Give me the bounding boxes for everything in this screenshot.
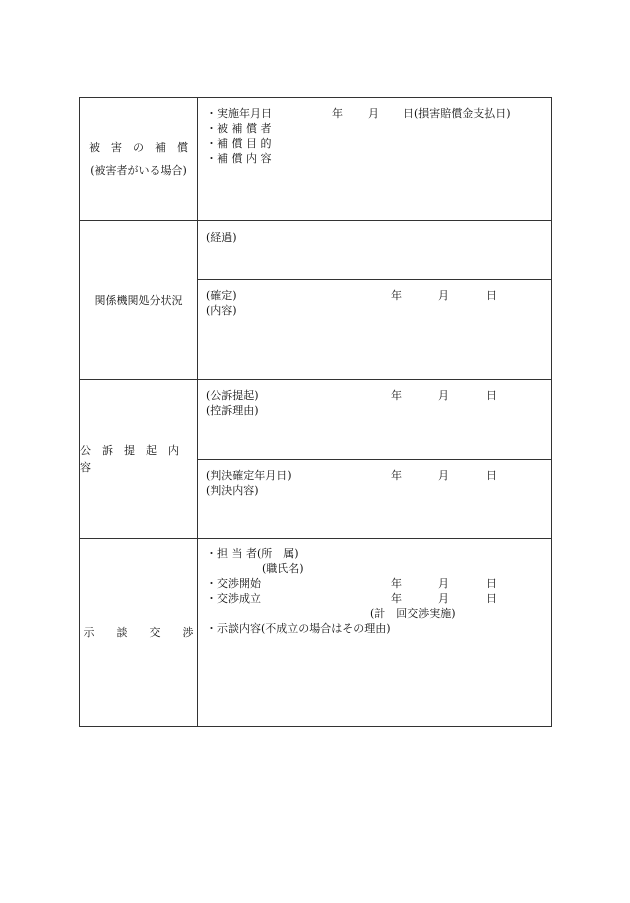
lawsuit-label-cell (80, 380, 198, 538)
settlement-content-label: ・示談内容(不成立の場合はその理由) (206, 622, 391, 635)
settlement-label: 示 談 交 渉 (83, 626, 194, 639)
compensation-content-label: ・補 償 内 容 (206, 152, 272, 165)
start-month: 月 (438, 577, 449, 590)
success-day: 日 (486, 592, 497, 605)
related-agency-content (198, 221, 551, 379)
row-related-agency (80, 221, 551, 380)
implementation-year: 年 (332, 107, 343, 120)
judgment-month: 月 (438, 469, 449, 482)
judgment-content-label: (判決内容) (206, 484, 259, 497)
agency-content-label: (内容) (206, 304, 237, 317)
row-damage-compensation (80, 98, 551, 221)
damage-compensation-content (198, 98, 551, 220)
filing-day: 日 (486, 389, 497, 402)
start-year: 年 (391, 577, 402, 590)
confirmed-label: (確定) (206, 289, 237, 302)
appeal-reason-label: (控訴理由) (206, 404, 259, 417)
negotiation-success-label: ・交渉成立 (206, 592, 261, 605)
settlement-label-cell (80, 539, 198, 726)
title-name-label: (職氏名) (262, 562, 304, 575)
row-settlement (80, 539, 551, 726)
filing-year: 年 (391, 389, 402, 402)
lawsuit-judgment-cell (198, 460, 551, 538)
negotiation-start-label: ・交渉開始 (206, 577, 261, 590)
judgment-date-label: (判決確定年月日) (206, 469, 292, 482)
lawsuit-filing-cell (198, 380, 551, 460)
person-in-charge-label: ・担 当 者(所 属) (206, 547, 299, 560)
report-form-table (79, 97, 552, 727)
judgment-year: 年 (391, 469, 402, 482)
confirmed-month: 月 (438, 289, 449, 302)
related-agency-confirmed-cell (198, 280, 551, 379)
row-lawsuit (80, 380, 551, 539)
success-month: 月 (438, 592, 449, 605)
confirmed-day: 日 (486, 289, 497, 302)
lawsuit-label: 公 訴 提 起 内 容 (80, 444, 190, 474)
filing-label: (公訴提起) (206, 389, 259, 402)
related-agency-progress-cell (198, 221, 551, 280)
judgment-day: 日 (486, 469, 497, 482)
success-year: 年 (391, 592, 402, 605)
start-day: 日 (486, 577, 497, 590)
progress-label: (経過) (206, 231, 237, 244)
related-agency-label: 関係機関処分状況 (94, 293, 183, 307)
related-agency-label-cell (80, 221, 198, 379)
compensation-purpose-label: ・補 償 目 的 (206, 137, 272, 150)
implementation-day-note: 日(損害賠償金支払日) (403, 107, 511, 120)
compensated-person-label: ・被 補 償 者 (206, 122, 272, 135)
filing-month: 月 (438, 389, 449, 402)
lawsuit-content (198, 380, 551, 538)
confirmed-year: 年 (391, 289, 402, 302)
damage-compensation-label: 被 害 の 補 償 (89, 141, 188, 154)
damage-compensation-sublabel: (被害者がいる場合) (90, 164, 187, 177)
settlement-content (198, 539, 551, 726)
implementation-date-label: ・実施年月日 (206, 107, 272, 120)
damage-compensation-label-cell (80, 98, 198, 220)
implementation-month: 月 (368, 107, 379, 120)
negotiation-count-label: (計 回交渉実施) (370, 607, 456, 620)
